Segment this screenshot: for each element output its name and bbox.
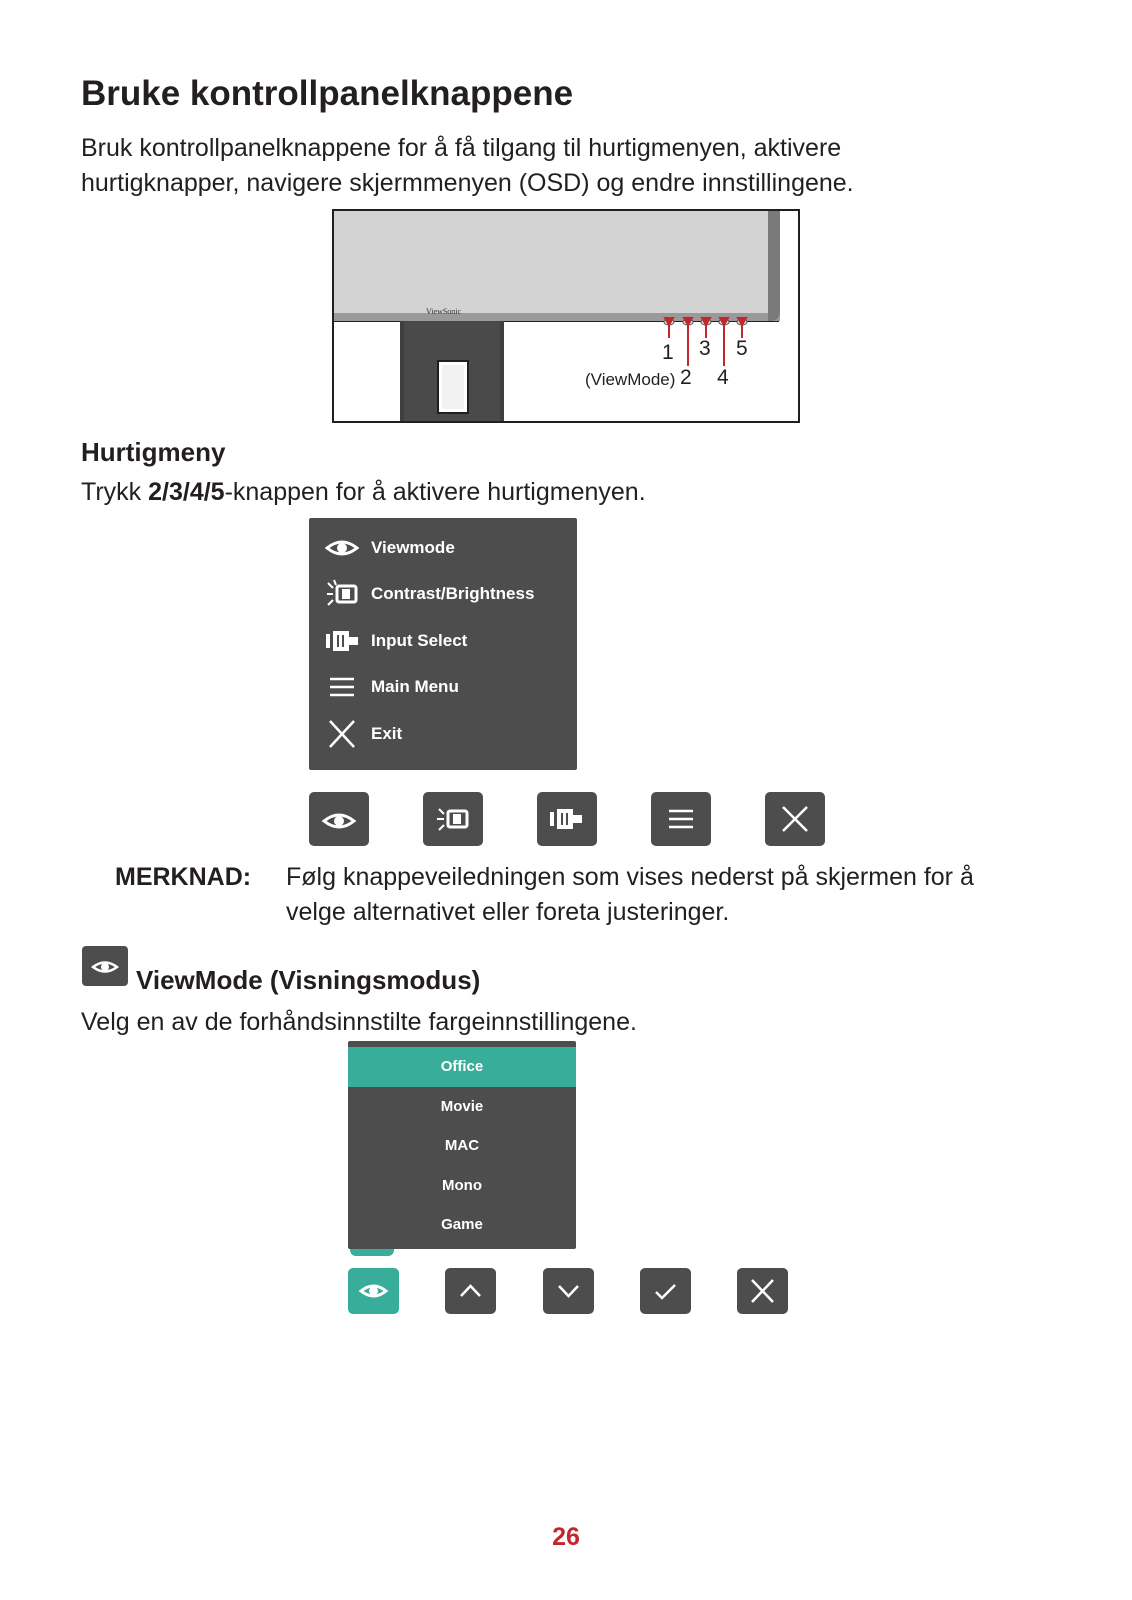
monitor-drawing: [334, 211, 800, 423]
instruction-prefix: Trykk: [81, 478, 149, 506]
menu-lines-icon: [651, 792, 711, 846]
close-icon: [325, 718, 359, 750]
note-line-1: Følg knappeveiledningen som vises nederst på skjermen for å: [286, 863, 974, 891]
intro-line-2: hurtigknapper, navigere skjermmenyen (OSD) og endre innstillingene.: [81, 169, 854, 197]
quick-menu-label: Viewmode: [371, 538, 455, 557]
quick-menu-label: Input Select: [371, 631, 468, 650]
key-input-select[interactable]: [537, 792, 597, 846]
viewmode-heading-icon: [82, 946, 128, 986]
key-up[interactable]: [445, 1268, 496, 1314]
intro-line-1: Bruk kontrollpanelknappene for å få tilgang til hurtigmenyen, aktivere: [81, 134, 842, 162]
viewmode-heading: ViewMode (Visningsmodus): [136, 965, 481, 995]
callout-viewmode: (ViewMode): [585, 370, 676, 389]
quick-menu-item-input[interactable]: [309, 618, 577, 664]
eye-icon: [348, 1268, 399, 1314]
note-label: MERKNAD:: [115, 863, 252, 891]
key-viewmode-active[interactable]: [348, 1268, 399, 1314]
quick-menu-instruction: [81, 475, 646, 510]
quick-menu-label: Contrast/Brightness: [371, 584, 535, 603]
viewmode-option-office[interactable]: Office: [348, 1047, 576, 1087]
callout-5: 5: [736, 337, 748, 360]
viewmode-option-mono[interactable]: Mono: [442, 1177, 482, 1194]
viewmode-menu: [348, 1041, 576, 1249]
monitor-illustration: [332, 209, 800, 423]
key-exit-viewmode[interactable]: [737, 1268, 788, 1314]
viewmode-option-game[interactable]: Game: [441, 1216, 483, 1233]
quick-menu-label: Exit: [371, 724, 403, 743]
note-line-2: velge alternativet eller foreta justeringer.: [286, 898, 730, 926]
callout-4: 4: [717, 366, 729, 389]
quick-menu-label: Main Menu: [371, 677, 459, 696]
down-arrow-icon: [543, 1268, 594, 1314]
viewmode-description: Velg en av de forhåndsinnstilte fargeinnstillingene.: [81, 1008, 637, 1036]
quick-menu-item-exit[interactable]: [309, 711, 577, 757]
close-icon: [737, 1268, 788, 1314]
key-contrast-brightness[interactable]: [423, 792, 483, 846]
menu-lines-icon: [325, 671, 359, 703]
instruction-suffix: -knappen for å aktivere hurtigmenyen.: [224, 478, 646, 506]
quick-menu-item-viewmode[interactable]: [309, 525, 577, 571]
close-icon: [765, 792, 825, 846]
quick-menu-heading: Hurtigmeny: [81, 437, 226, 467]
key-exit[interactable]: [765, 792, 825, 846]
up-arrow-icon: [445, 1268, 496, 1314]
key-down[interactable]: [543, 1268, 594, 1314]
contrast-brightness-icon: [423, 792, 483, 846]
key-confirm[interactable]: [640, 1268, 691, 1314]
quick-menu-item-main-menu[interactable]: [309, 664, 577, 710]
viewmode-option-movie[interactable]: Movie: [440, 1098, 484, 1115]
callout-1: 1: [662, 341, 674, 364]
callout-3: 3: [699, 337, 711, 360]
eye-icon: [82, 946, 128, 986]
viewmode-option-mac[interactable]: MAC: [444, 1137, 480, 1154]
callout-2: 2: [680, 366, 692, 389]
eye-icon: [325, 532, 359, 564]
page-title: Bruke kontrollpanelknappene: [81, 74, 574, 113]
page-number: 26: [552, 1523, 580, 1551]
quick-menu-item-contrast[interactable]: [309, 571, 577, 617]
input-select-icon: [325, 625, 359, 657]
quick-menu: [309, 518, 577, 770]
eye-icon: [309, 792, 369, 846]
contrast-brightness-icon: [325, 578, 359, 610]
input-select-icon: [537, 792, 597, 846]
key-viewmode[interactable]: [309, 792, 369, 846]
check-icon: [640, 1268, 691, 1314]
key-main-menu[interactable]: [651, 792, 711, 846]
brand-logo: ViewSonic: [426, 307, 462, 316]
instruction-buttons: 2/3/4/5: [148, 478, 225, 506]
